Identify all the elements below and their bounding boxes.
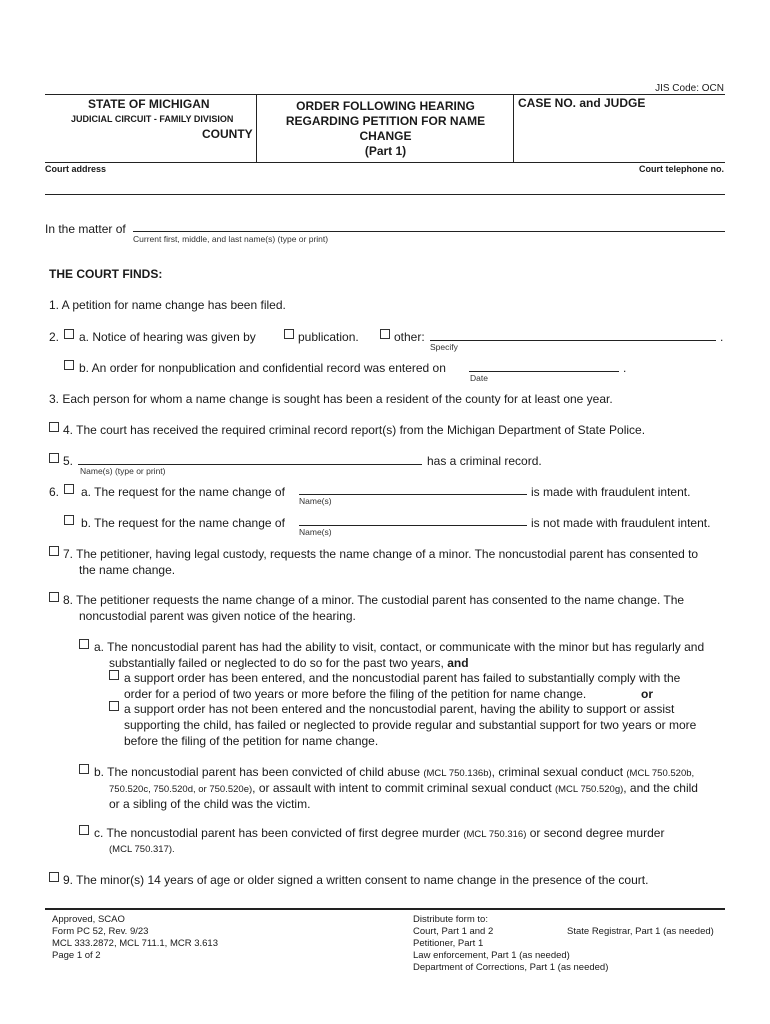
- checkbox-8c[interactable]: [79, 825, 89, 835]
- finding-8b-line2: [109, 781, 698, 795]
- finding-8b-text: , or assault with intent to commit criminal sexual conduct: [252, 781, 552, 795]
- finding-6b: b. The request for the name change of: [81, 516, 285, 530]
- names-hint-6a: Name(s): [299, 496, 332, 506]
- finding-8a-line1: a. The noncustodial parent has had the ability to visit, contact, or communicate with the minor but has regularly and: [94, 640, 705, 654]
- matter-name-field[interactable]: [133, 231, 725, 232]
- and-connector: and: [447, 656, 469, 670]
- finding-4: 4. The court has received the required criminal record report(s) from the Michigan Department of State Police.: [63, 423, 646, 437]
- footer-rule: [45, 908, 725, 910]
- finding-8b-line3: or a sibling of the child was the victim.: [109, 797, 311, 811]
- distribute-law-enforcement: Law enforcement, Part 1 (as needed): [413, 950, 570, 961]
- checkbox-6a[interactable]: [64, 484, 74, 494]
- finding-8-line1: 8. The petitioner requests the name change of a minor. The custodial parent has consented to the name change. The: [63, 593, 685, 607]
- finding-8c-text: c. The noncustodial parent has been convicted of first degree murder: [94, 826, 460, 840]
- statute-citation: 750.520c, 750.520d, or 750.520e): [109, 784, 253, 795]
- court-phone-label: Court telephone no.: [639, 164, 724, 174]
- no-fraud-names-field[interactable]: [299, 525, 527, 526]
- finding-9: 9. The minor(s) 14 years of age or older signed a written consent to name change in the presence of the court.: [63, 873, 649, 887]
- checkbox-6b[interactable]: [64, 515, 74, 525]
- finding-6a-tail: is made with fraudulent intent.: [531, 485, 691, 499]
- fraud-names-field[interactable]: [299, 494, 527, 495]
- footer-statutes: MCL 333.2872, MCL 711.1, MCR 3.613: [52, 938, 218, 949]
- distribute-heading: Distribute form to:: [413, 914, 488, 925]
- footer-page-number: Page 1 of 2: [52, 950, 101, 961]
- title-line: CHANGE: [359, 129, 412, 143]
- footer-distribution: [413, 914, 608, 974]
- county-label: COUNTY: [202, 127, 253, 141]
- specify-hint: Specify: [430, 342, 458, 352]
- finding-7-line1: 7. The petitioner, having legal custody, requests the name change of a minor. The noncustodial parent has consented to: [63, 547, 699, 561]
- finding-6a: a. The request for the name change of: [81, 485, 285, 499]
- title-line: (Part 1): [364, 144, 407, 158]
- title-line: REGARDING PETITION FOR NAME: [285, 114, 486, 128]
- jis-code: JIS Code: OCN: [655, 83, 724, 94]
- header-divider-1: [256, 95, 257, 163]
- form-title: [258, 99, 513, 159]
- checkbox-8[interactable]: [49, 592, 59, 602]
- checkbox-7[interactable]: [49, 546, 59, 556]
- findings-heading: THE COURT FINDS:: [49, 267, 163, 281]
- date-hint: Date: [470, 373, 488, 383]
- distribute-corrections: Department of Corrections, Part 1 (as needed): [413, 962, 609, 973]
- finding-8b-text: b. The noncustodial parent has been convicted of child abuse: [94, 765, 421, 779]
- statute-citation: (MCL 750.136b): [423, 768, 492, 779]
- support-entered-line1: a support order has been entered, and the noncustodial parent has failed to substantially comply with the: [124, 671, 681, 685]
- statute-citation: (MCL 750.316): [463, 829, 527, 840]
- finding-2-number: 2.: [49, 330, 60, 344]
- period: .: [623, 361, 627, 375]
- finding-5-number: 5.: [63, 454, 74, 468]
- checkbox-9[interactable]: [49, 872, 59, 882]
- checkbox-8a-support-entered[interactable]: [109, 670, 119, 680]
- checkbox-4[interactable]: [49, 422, 59, 432]
- header-top-rule: [45, 94, 725, 95]
- or-connector: or: [641, 687, 653, 701]
- checkbox-2b[interactable]: [64, 360, 74, 370]
- matter-label: In the matter of: [45, 222, 126, 236]
- finding-2b: b. An order for nonpublication and confidential record was entered on: [79, 361, 446, 375]
- finding-8c-line2: (MCL 750.317).: [109, 844, 175, 855]
- finding-8a-line2: [109, 656, 469, 670]
- title-line: ORDER FOLLOWING HEARING: [296, 99, 475, 113]
- finding-3: 3. Each person for whom a name change is sought has been a resident of the county for at least one year.: [49, 392, 613, 406]
- nonpublication-date-field[interactable]: [469, 371, 619, 372]
- no-support-line3: before the filing of the petition for name change.: [124, 734, 379, 748]
- statute-citation: (MCL 750.520b,: [626, 768, 695, 779]
- no-support-line2: supporting the child, has failed or neglected to provide regular and substantial support for two years or more: [124, 718, 697, 732]
- names-hint-6b: Name(s): [299, 527, 332, 537]
- header-divider-2: [513, 95, 514, 163]
- names-hint-5: Name(s) (type or print): [80, 466, 166, 476]
- header-bottom-rule: [45, 162, 725, 163]
- footer-approved: Approved, SCAO: [52, 914, 125, 925]
- matter-hint: Current first, middle, and last name(s) (type or print): [133, 234, 329, 244]
- finding-6b-tail: is not made with fraudulent intent.: [531, 516, 711, 530]
- checkbox-2a[interactable]: [64, 329, 74, 339]
- court-address-field[interactable]: [45, 194, 725, 195]
- finding-8c-line1: [94, 826, 664, 840]
- finding-8a-line2-text: substantially failed or neglected to do so for the past two years,: [109, 656, 444, 670]
- case-no-label: CASE NO. and JUDGE: [518, 96, 646, 110]
- checkbox-8a[interactable]: [79, 639, 89, 649]
- finding-8-line2: noncustodial parent was given notice of the hearing.: [79, 609, 356, 623]
- checkbox-publication[interactable]: [284, 329, 294, 339]
- period: .: [720, 330, 724, 344]
- finding-1: 1. A petition for name change has been filed.: [49, 298, 286, 312]
- checkbox-other[interactable]: [380, 329, 390, 339]
- finding-5-tail: has a criminal record.: [427, 454, 542, 468]
- distribute-petitioner: Petitioner, Part 1: [413, 938, 484, 949]
- finding-2a: a. Notice of hearing was given by: [79, 330, 256, 344]
- circuit-label: JUDICIAL CIRCUIT - FAMILY DIVISION: [71, 114, 234, 124]
- finding-8b-line1: [94, 765, 694, 779]
- statute-citation: (MCL 750.520g): [554, 784, 624, 795]
- finding-8b-text: , and the child: [623, 781, 698, 795]
- court-address-label: Court address: [45, 164, 107, 174]
- no-support-line1: a support order has not been entered and the noncustodial parent, having the ability to support or assist: [124, 702, 675, 716]
- checkbox-8b[interactable]: [79, 764, 89, 774]
- finding-8c-text: or second degree murder: [529, 826, 665, 840]
- footer-left: [52, 914, 218, 962]
- distribute-court: Court, Part 1 and 2: [413, 926, 494, 937]
- other-specify-field[interactable]: [430, 340, 716, 341]
- checkbox-8a-no-support-order[interactable]: [109, 701, 119, 711]
- state-name: STATE OF MICHIGAN: [88, 97, 210, 111]
- finding-7-line2: the name change.: [79, 563, 176, 577]
- other-label: other:: [394, 330, 425, 344]
- checkbox-5[interactable]: [49, 453, 59, 463]
- finding-6-number: 6.: [49, 485, 60, 499]
- footer-form-number: Form PC 52, Rev. 9/23: [52, 926, 149, 937]
- distribute-registrar: State Registrar, Part 1 (as needed): [567, 926, 714, 937]
- criminal-record-names-field[interactable]: [78, 464, 422, 465]
- support-entered-line2: order for a period of two years or more before the filing of the petition for name change.: [124, 687, 587, 701]
- publication-label: publication.: [298, 330, 359, 344]
- finding-8b-text: , criminal sexual conduct: [491, 765, 624, 779]
